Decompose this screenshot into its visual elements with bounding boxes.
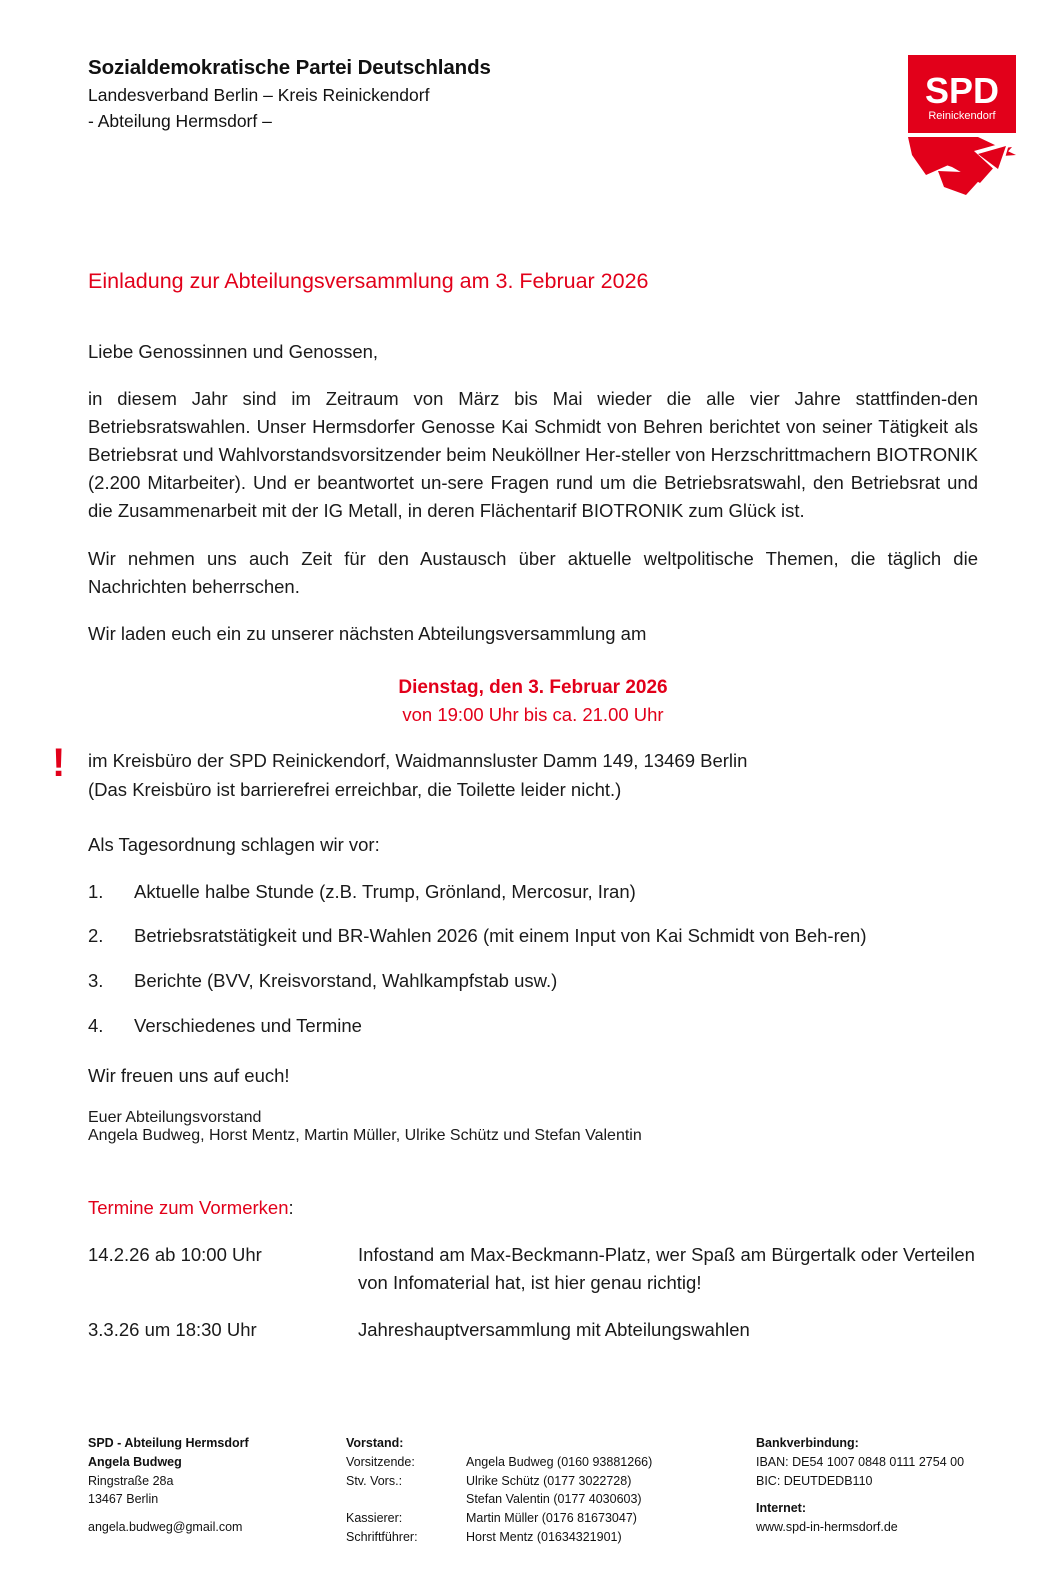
date-what: Infostand am Max-Beckmann-Platz, wer Spaß am Bürgertalk oder Verteilen von Infomaterial hat, ist hier genau richtig! <box>358 1243 975 1293</box>
board-row <box>346 1490 756 1509</box>
venue-block <box>52 741 978 804</box>
letterhead <box>88 54 868 134</box>
svg-text:Reinickendorf: Reinickendorf <box>928 110 996 122</box>
closing-line: Wir freuen uns auf euch! <box>88 1064 290 1086</box>
agenda-item-text: Aktuelle halbe Stunde (z.B. Trump, Grönland, Mercosur, Iran) <box>134 880 636 902</box>
event-date: Dienstag, den 3. Februar 2026 <box>398 676 668 698</box>
agenda-item <box>88 878 978 906</box>
organization-department: - Abteilung Hermsdorf – <box>88 110 272 131</box>
paragraph-3: Wir laden euch ein zu unserer nächsten Abteilungsversammlung am <box>88 622 647 644</box>
date-row <box>88 1316 978 1344</box>
board-row <box>346 1453 756 1472</box>
footer-internet-title: Internet: <box>756 1501 806 1516</box>
board-row <box>346 1509 756 1528</box>
salutation: Liebe Genossinnen und Genossen, <box>88 340 379 362</box>
footer-board-column <box>346 1434 756 1547</box>
footer-board-title: Vorstand: <box>346 1436 404 1450</box>
agenda-list <box>88 878 978 1040</box>
footer-city: 13467 Berlin <box>88 1492 159 1507</box>
footer-contact-column <box>88 1434 346 1547</box>
agenda-item-text: Betriebsratstätigkeit und BR-Wahlen 2026 (mit einem Input von Kai Schmidt von Beh-ren) <box>134 925 867 947</box>
footer-bank-column <box>756 1434 1000 1547</box>
footer-iban: IBAN: DE54 1007 0848 0111 2754 00 <box>756 1454 965 1469</box>
organization-name: Sozialdemokratische Partei Deutschlands <box>88 56 491 79</box>
footer-org: SPD - Abteilung Hermsdorf <box>88 1436 249 1450</box>
board-row <box>346 1528 756 1547</box>
agenda-item-number: 3. <box>88 970 104 992</box>
upcoming-dates-section <box>88 1197 978 1344</box>
agenda-item-text: Berichte (BVV, Kreisvorstand, Wahlkampfstab usw.) <box>134 970 558 992</box>
board-person: Ulrike Schütz (0177 3022728) <box>466 1473 632 1488</box>
footer-website[interactable]: www.spd-in-hermsdorf.de <box>756 1520 898 1534</box>
footer-bic: BIC: DEUTDEDB110 <box>756 1473 873 1488</box>
agenda-item <box>88 1012 978 1040</box>
date-row <box>88 1241 978 1297</box>
upcoming-dates-heading-text: Termine zum Vormerken <box>88 1196 289 1218</box>
venue-address: im Kreisbüro der SPD Reinickendorf, Waidmannsluster Damm 149, 13469 Berlin <box>88 750 748 772</box>
agenda-item-number: 4. <box>88 1014 104 1036</box>
board-role: Kassierer: <box>346 1511 403 1525</box>
date-when: 3.3.26 um 18:30 Uhr <box>88 1319 257 1341</box>
spd-logo <box>908 55 1016 200</box>
document-footer <box>88 1434 1000 1547</box>
footer-spacer <box>756 1490 1000 1499</box>
agenda-item-number: 2. <box>88 925 104 947</box>
agenda-item <box>88 922 978 950</box>
board-person: Martin Müller (0176 81673047) <box>466 1511 637 1525</box>
footer-email[interactable]: angela.budweg@gmail.com <box>88 1520 243 1534</box>
board-person: Stefan Valentin (0177 4030603) <box>466 1492 642 1507</box>
footer-spacer <box>88 1509 346 1518</box>
date-when: 14.2.26 ab 10:00 Uhr <box>88 1243 262 1265</box>
event-time: von 19:00 Uhr bis ca. 21.00 Uhr <box>402 704 664 726</box>
board-role <box>346 1490 466 1509</box>
signature-line-1: Euer Abteilungsvorstand <box>88 1108 262 1126</box>
paragraph-2: Wir nehmen uns auch Zeit für den Austausch über aktuelle weltpolitische Themen, die täglich die Nachrichten beherrschen. <box>88 547 978 597</box>
letter-title: Einladung zur Abteilungsversammlung am 3. Februar 2026 <box>88 269 649 293</box>
upcoming-dates-heading <box>88 1197 978 1219</box>
agenda-item <box>88 967 978 995</box>
letter-body <box>52 268 978 1364</box>
upcoming-dates-heading-colon: : <box>288 1196 294 1218</box>
footer-street: Ringstraße 28a <box>88 1473 174 1488</box>
signature-block <box>88 1109 978 1145</box>
svg-text:SPD: SPD <box>924 70 1000 111</box>
footer-bank-title: Bankverbindung: <box>756 1436 859 1450</box>
agenda-item-number: 1. <box>88 880 104 902</box>
agenda-item-text: Verschiedenes und Termine <box>134 1014 362 1036</box>
paragraph-1: in diesem Jahr sind im Zeitraum von März bis Mai wieder die alle vier Jahre stattfinden-den Betriebsratswahlen. Unser Hermsdorfer Genosse Kai Schmidt von Behren berichtet von seiner Tätigkeit als Betriebsrat und Wahlvorstandsvorsitzender beim Neuköllner Her-steller von Herzschrittmachern BIOTRONIK (2.200 Mitarbeiter). Und er beantwortet un-sere Fragen rund um die Betriebsratswahl, den Betriebsrat und die Zusammenarbeit mit der IG Metall, in deren Flächentarif BIOTRONIK zum Glück ist. <box>88 388 978 522</box>
agenda-intro: Als Tagesordnung schlagen wir vor: <box>88 833 380 855</box>
organization-region: Landesverband Berlin – Kreis Reinickendorf <box>88 84 430 105</box>
board-person: Horst Mentz (01634321901) <box>466 1529 622 1544</box>
venue-note: (Das Kreisbüro ist barrierefrei erreichbar, die Toilette leider nicht.) <box>88 778 622 800</box>
board-role: Stv. Vors.: <box>346 1473 403 1488</box>
signature-line-2: Angela Budweg, Horst Mentz, Martin Müller, Ulrike Schütz und Stefan Valentin <box>88 1126 642 1144</box>
footer-contact-name: Angela Budweg <box>88 1454 182 1469</box>
exclamation-icon: ! <box>52 741 66 786</box>
board-role: Schriftführer: <box>346 1529 418 1544</box>
board-role: Vorsitzende: <box>346 1454 415 1469</box>
event-datetime <box>88 674 978 729</box>
board-row <box>346 1472 756 1491</box>
board-person: Angela Budweg (0160 93881266) <box>466 1454 653 1469</box>
date-what: Jahreshauptversammlung mit Abteilungswahlen <box>358 1319 750 1341</box>
